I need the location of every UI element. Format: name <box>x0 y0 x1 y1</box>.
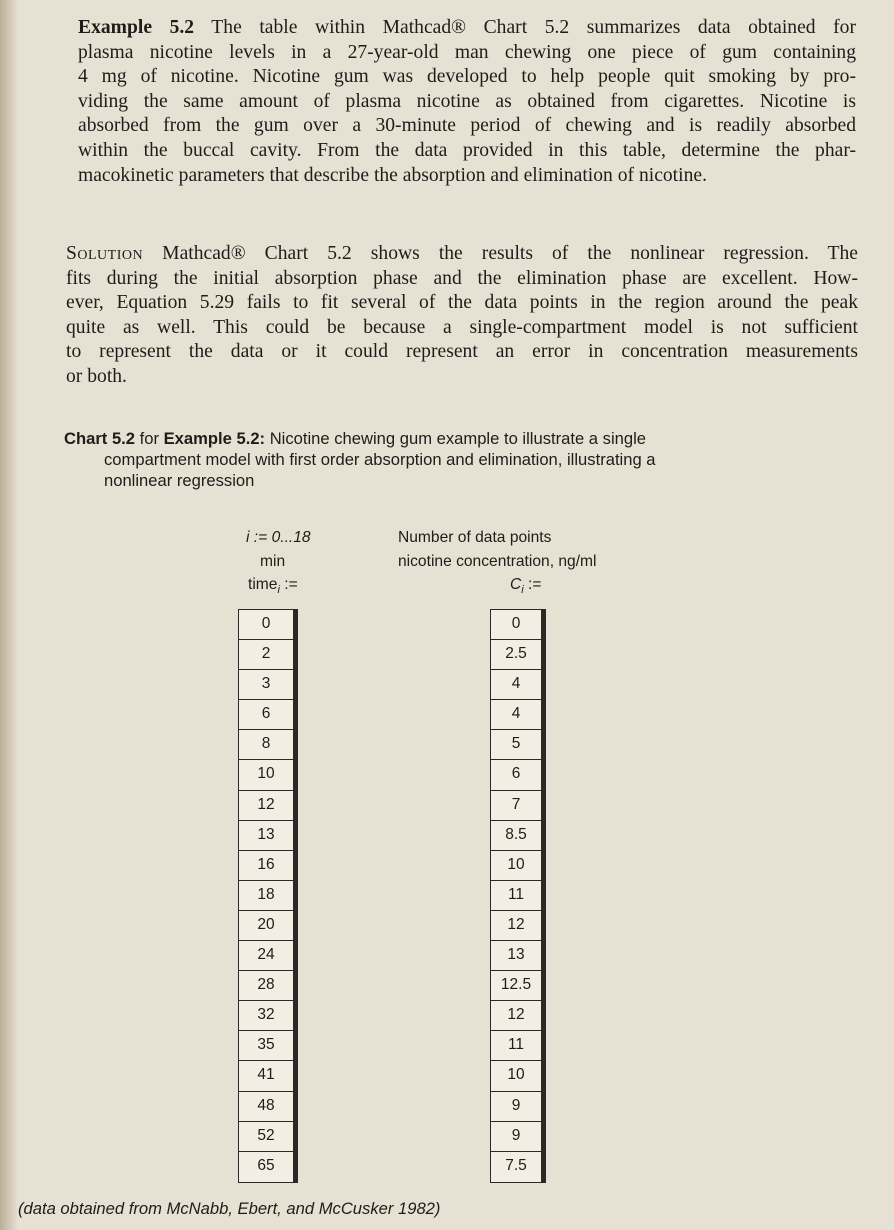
concentration-value-cell: 9 <box>491 1092 545 1122</box>
concentration-variable: C <box>510 576 522 593</box>
time-value-cell: 28 <box>239 971 297 1001</box>
time-values-table <box>238 609 298 1183</box>
concentration-value-cell: 11 <box>491 881 545 911</box>
concentration-value-cell: 0 <box>491 610 545 640</box>
concentration-value-cell: 13 <box>491 941 545 971</box>
time-value-cell: 35 <box>239 1031 297 1061</box>
caption-example-label: Example 5.2: <box>163 429 266 448</box>
page-edge-shadow <box>0 0 18 1230</box>
chart-label: Chart 5.2 <box>64 429 136 448</box>
concentration-subscript: i <box>521 584 524 597</box>
time-value-cell: 16 <box>239 851 297 881</box>
caption-line: compartment model with first order absorption and elimination, illustrating a <box>104 450 656 469</box>
concentration-value-cell: 4 <box>491 700 545 730</box>
solution-line: or both. <box>66 365 127 387</box>
time-value-cell: 41 <box>239 1061 297 1091</box>
time-value-cell: 18 <box>239 881 297 911</box>
time-value-cell: 6 <box>239 700 297 730</box>
time-value-cell: 10 <box>239 760 297 790</box>
concentration-values-table <box>490 609 546 1183</box>
concentration-value-cell: 2.5 <box>491 640 545 670</box>
index-note: Number of data points <box>398 529 552 546</box>
concentration-value-cell: 11 <box>491 1031 545 1061</box>
time-unit: min <box>260 553 286 570</box>
solution-paragraph <box>66 242 858 390</box>
example-line: The table within Mathcad® Chart 5.2 summarizes data obtained for <box>194 17 856 38</box>
example-line: plasma nicotine levels in a 27-year-old man chewing one piece of gum containing <box>78 41 856 63</box>
solution-line: ever, Equation 5.29 fails to fit several of the data points in the region around the peak <box>66 292 858 314</box>
time-variable: time <box>248 576 278 593</box>
time-value-cell: 65 <box>239 1152 297 1182</box>
index-definition: i := 0...18 <box>246 529 311 546</box>
example-line: within the buccal cavity. From the data provided in this table, determine the phar- <box>78 139 856 161</box>
concentration-value-cell: 6 <box>491 760 545 790</box>
time-value-cell: 2 <box>239 640 297 670</box>
concentration-value-cell: 10 <box>491 851 545 881</box>
chart-caption <box>64 428 784 491</box>
concentration-value-cell: 8.5 <box>491 821 545 851</box>
solution-line: Mathcad® Chart 5.2 shows the results of the nonlinear regression. The <box>143 243 858 264</box>
assign-operator: := <box>279 576 298 593</box>
time-value-cell: 3 <box>239 670 297 700</box>
concentration-value-cell: 9 <box>491 1122 545 1152</box>
concentration-value-cell: 12.5 <box>491 971 545 1001</box>
concentration-value-cell: 5 <box>491 730 545 760</box>
caption-line: nonlinear regression <box>104 471 255 490</box>
time-value-cell: 13 <box>239 821 297 851</box>
time-assignment <box>248 576 298 596</box>
time-value-cell: 20 <box>239 911 297 941</box>
caption-line: Nicotine chewing gum example to illustrate a single <box>265 429 647 448</box>
concentration-value-cell: 7.5 <box>491 1152 545 1182</box>
solution-line: quite as well. This could be because a single-compartment model is not sufficient <box>66 316 858 338</box>
example-line: macokinetic parameters that describe the absorption and elimination of nicotine. <box>78 164 707 186</box>
concentration-value-cell: 12 <box>491 911 545 941</box>
concentration-value-cell: 4 <box>491 670 545 700</box>
example-line: absorbed from the gum over a 30-minute period of chewing and is readily absorbed <box>78 115 856 137</box>
time-value-cell: 12 <box>239 791 297 821</box>
time-subscript: i <box>277 584 280 597</box>
source-note: (data obtained from McNabb, Ebert, and McCusker 1982) <box>18 1199 441 1218</box>
time-value-cell: 52 <box>239 1122 297 1152</box>
concentration-value-cell: 10 <box>491 1061 545 1091</box>
assign-operator: := <box>523 576 542 593</box>
time-value-cell: 0 <box>239 610 297 640</box>
concentration-value-cell: 12 <box>491 1001 545 1031</box>
time-value-cell: 32 <box>239 1001 297 1031</box>
time-value-cell: 8 <box>239 730 297 760</box>
concentration-unit: nicotine concentration, ng/ml <box>398 553 597 570</box>
time-value-cell: 24 <box>239 941 297 971</box>
example-paragraph <box>78 16 856 188</box>
example-label: Example 5.2 <box>78 17 195 38</box>
solution-line: fits during the initial absorption phase and the elimination phase are excellent. How- <box>66 267 858 289</box>
solution-line: to represent the data or it could represent an error in concentration measurements <box>66 341 858 363</box>
concentration-value-cell: 7 <box>491 791 545 821</box>
caption-for-text: for <box>135 429 164 448</box>
example-line: 4 mg of nicotine. Nicotine gum was developed to help people quit smoking by pro- <box>78 66 856 88</box>
time-value-cell: 48 <box>239 1092 297 1122</box>
solution-label: Solution <box>66 243 144 264</box>
concentration-assignment <box>510 576 542 596</box>
example-line: viding the same amount of plasma nicotine as obtained from cigarettes. Nicotine is <box>78 90 856 112</box>
